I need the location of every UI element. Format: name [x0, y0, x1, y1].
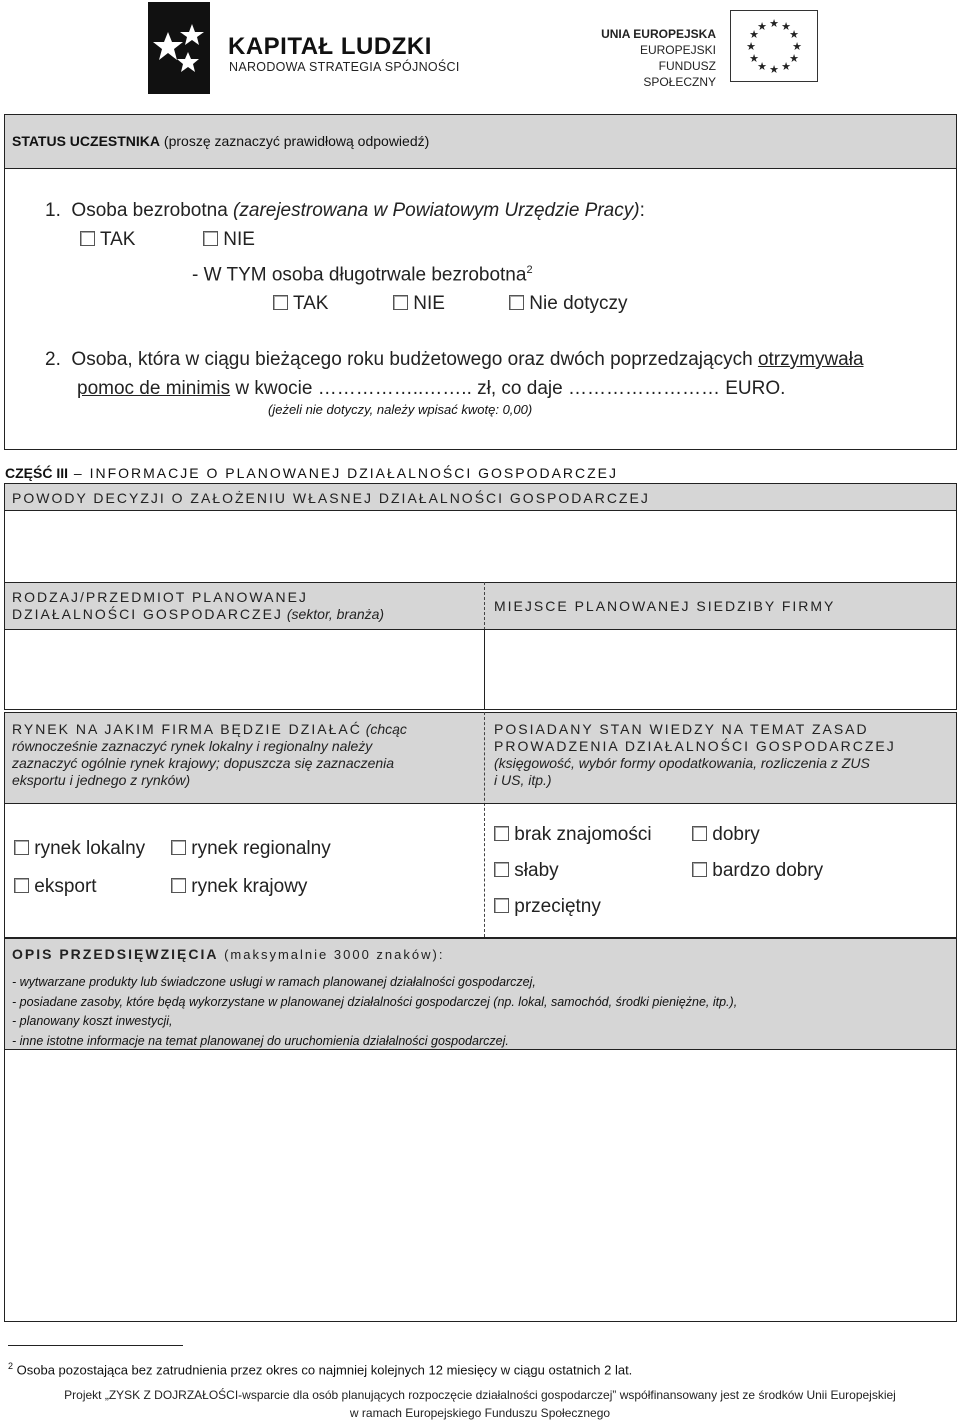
- svg-text:★: ★: [769, 17, 779, 30]
- none-checkbox[interactable]: [494, 826, 509, 841]
- hint-line: - planowany koszt inwestycji,: [12, 1014, 173, 1028]
- eu-line-2: EUROPEJSKI: [639, 43, 716, 57]
- sub-yes-checkbox[interactable]: [273, 295, 288, 310]
- knowledge-option-average[interactable]: przeciętny: [494, 896, 601, 918]
- regional-checkbox[interactable]: [171, 840, 186, 855]
- reasons-answer-field[interactable]: [4, 510, 957, 583]
- svg-text:★: ★: [789, 52, 799, 65]
- location-label: MIEJSCE PLANOWANEJ SIEDZIBY FIRMY: [494, 598, 836, 614]
- long-term-unemployed-label: - W TYM osoba długotrwale bezrobotna$^2$: [192, 264, 533, 286]
- location-answer-field[interactable]: [484, 629, 957, 710]
- footnote-separator: [8, 1345, 183, 1346]
- q1-yes-option[interactable]: TAK: [80, 229, 135, 251]
- q2-note: (jeżeli nie dotyczy, należy wpisać kwotę: 0,00): [268, 402, 533, 417]
- svg-text:★: ★: [757, 20, 767, 33]
- project-info: [0, 1386, 960, 1420]
- eu-flag-icon: [730, 10, 818, 82]
- q1-no-checkbox[interactable]: [203, 231, 218, 246]
- svg-text:★: ★: [757, 60, 767, 73]
- type-label: RODZAJ/PRZEDMIOT PLANOWANEJ DZIAŁALNOŚCI GOSPODARCZEJ (sektor, branża): [12, 589, 385, 622]
- knowledge-option-very-good[interactable]: bardzo dobry: [692, 860, 823, 882]
- very-good-checkbox[interactable]: [692, 862, 707, 877]
- svg-text:★: ★: [769, 63, 779, 76]
- project-line-1: Projekt „ZYSK Z DOJRZAŁOŚCI-wsparcie dla osób planujących rozpoczęcie działalności gospodarczej” współfinansowany jest ze środków Unii Europejskiej: [64, 1388, 896, 1402]
- knowledge-option-none[interactable]: brak znajomości: [494, 824, 652, 846]
- market-option-national[interactable]: rynek krajowy: [171, 876, 307, 898]
- market-option-local[interactable]: rynek lokalny: [14, 838, 145, 860]
- hint-line: - inne istotne informacje na temat planowanej do uruchomienia działalności gospodarczej.: [12, 1033, 509, 1048]
- good-checkbox[interactable]: [692, 826, 707, 841]
- reasons-label: POWODY DECYZJI O ZAŁOŻENIU WŁASNEJ DZIAŁALNOŚCI GOSPODARCZEJ: [12, 490, 650, 506]
- star-figures-icon: [148, 2, 210, 94]
- weak-checkbox[interactable]: [494, 862, 509, 877]
- type-answer-field[interactable]: [4, 629, 485, 710]
- market-option-regional[interactable]: rynek regionalny: [171, 838, 331, 860]
- svg-text:★: ★: [781, 20, 791, 33]
- svg-text:★: ★: [749, 52, 759, 65]
- q1-yes-checkbox[interactable]: [80, 231, 95, 246]
- kapital-ludzki-subtitle: NARODOWA STRATEGIA SPÓJNOŚCI: [229, 60, 460, 74]
- kapital-ludzki-title: KAPITAŁ LUDZKI: [228, 33, 432, 60]
- kapital-ludzki-logo: [148, 2, 210, 94]
- status-title: STATUS UCZESTNIKA (proszę zaznaczyć prawidłową odpowiedź): [12, 133, 430, 149]
- description-title: OPIS PRZEDSIĘWZIĘCIA (maksymalnie 3000 znaków):: [12, 946, 445, 962]
- svg-text:★: ★: [746, 40, 756, 53]
- sub-no-checkbox[interactable]: [393, 295, 408, 310]
- svg-text:★: ★: [749, 28, 759, 41]
- q1-no-option[interactable]: NIE: [203, 229, 255, 251]
- svg-text:★: ★: [792, 40, 802, 53]
- question-1: 1. Osoba bezrobotna (zarejestrowana w Powiatowym Urzędzie Pracy):: [45, 200, 645, 221]
- footnote: $^2$ Osoba pozostająca bez zatrudnienia przez okres co najmniej kolejnych 12 miesięcy w ciągu ostatnich 2 lat.: [8, 1361, 633, 1378]
- project-line-2: w ramach Europejskiego Funduszu Społecznego: [349, 1406, 611, 1420]
- sub-na-checkbox[interactable]: [509, 295, 524, 310]
- hint-line: - posiadane zasoby, które będą wykorzystane w planowanej działalności gospodarczej (np. lokal, samochód, środki pieniężne, itp.),: [12, 994, 738, 1009]
- average-checkbox[interactable]: [494, 898, 509, 913]
- sub-no-option[interactable]: NIE: [393, 293, 445, 315]
- market-label: RYNEK NA JAKIM FIRMA BĘDZIE DZIAŁAĆ (chcąc równocześnie zaznaczyć rynek lokalny i regionalny należy zaznaczyć ogólnie rynek krajowy; dopuszcza się zaznaczenia eksportu i jednego z rynków): [12, 721, 407, 788]
- local-checkbox[interactable]: [14, 840, 29, 855]
- knowledge-label: POSIADANY STAN WIEDZY NA TEMAT ZASAD PROWADZENIA DZIAŁALNOŚCI GOSPODARCZEJ (księgowość, wybór formy opodatkowania, rozliczenia z ZUS i US, itp.): [494, 721, 896, 788]
- question-2: 2. Osoba, która w ciągu bieżącego roku budżetowego oraz dwóch poprzedzających otrzymywała: [45, 349, 864, 370]
- part3-title: CZĘŚĆ III – INFORMACJE O PLANOWANEJ DZIAŁALNOŚCI GOSPODARCZEJ: [5, 465, 619, 481]
- eu-line-3: FUNDUSZ SPOŁECZNY: [643, 59, 716, 89]
- description-hints: [12, 973, 737, 1051]
- sub-na-option[interactable]: Nie dotyczy: [509, 293, 627, 315]
- eu-line-1: UNIA EUROPEJSKA: [601, 27, 716, 41]
- question-2-line-2: pomoc de minimis w kwocie ……………..…….. zł, co daje …………………… EURO.: [77, 378, 786, 399]
- svg-text:★: ★: [781, 60, 791, 73]
- knowledge-option-good[interactable]: dobry: [692, 824, 760, 846]
- export-checkbox[interactable]: [14, 878, 29, 893]
- national-checkbox[interactable]: [171, 878, 186, 893]
- description-answer-field[interactable]: [4, 1049, 957, 1322]
- hint-line: - wytwarzane produkty lub świadczone usługi w ramach planowanej działalności gospodarczej,: [12, 975, 536, 989]
- eu-label: [590, 26, 716, 90]
- knowledge-option-weak[interactable]: słaby: [494, 860, 559, 882]
- svg-text:★: ★: [789, 28, 799, 41]
- sub-yes-option[interactable]: TAK: [273, 293, 328, 315]
- market-option-export[interactable]: eksport: [14, 876, 97, 898]
